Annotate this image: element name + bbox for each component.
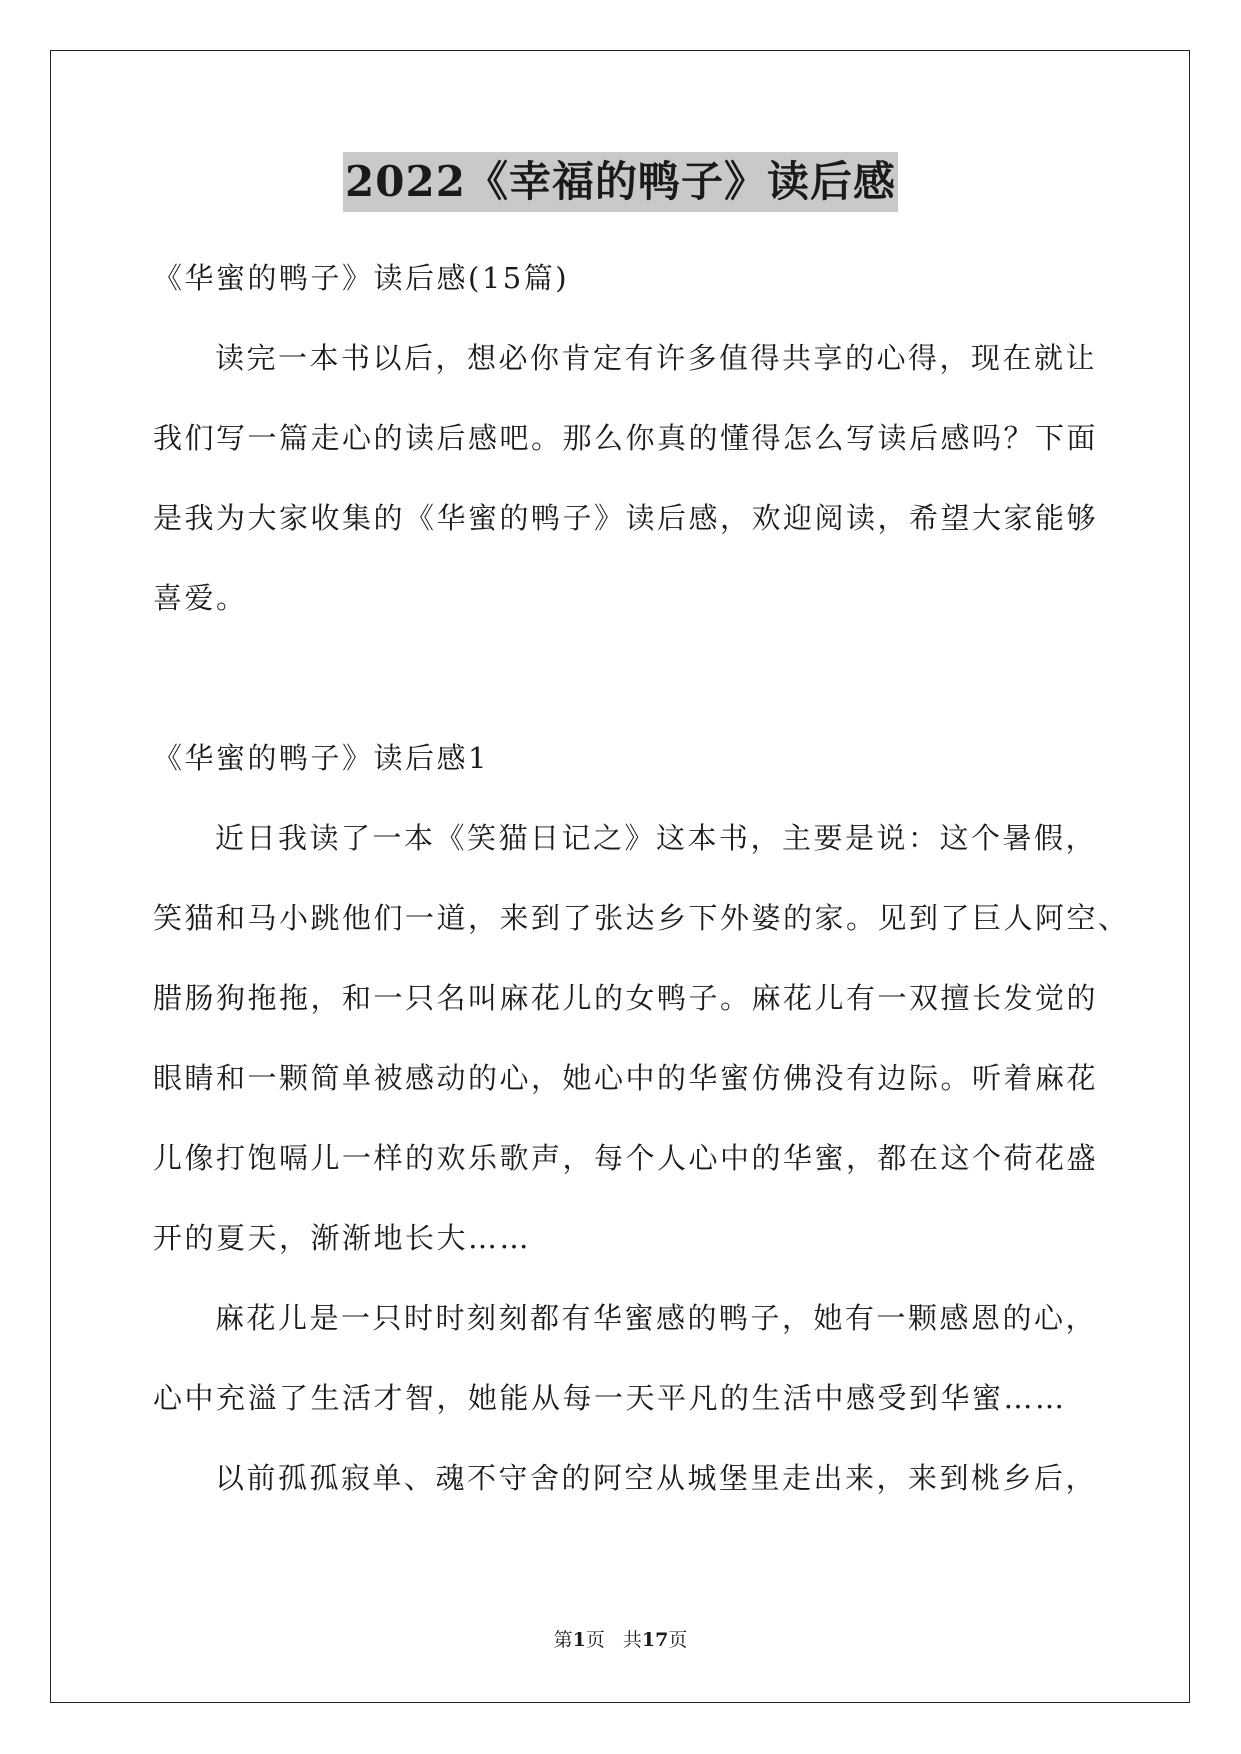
paragraph-line: 麻花儿是一只时时刻刻都有华蜜感的鸭子，她有一颗感恩的心， (215, 1301, 1098, 1335)
paragraph-line: 笑猫和马小跳他们一道，来到了张达乡下外婆的家。见到了巨人阿空、 (153, 901, 1130, 935)
intro-line: 喜爱。 (153, 581, 248, 615)
intro-line: 读完一本书以后，想必你肯定有许多值得共享的心得，现在就让 (215, 341, 1098, 375)
paragraph-line: 腊肠狗拖拖，和一只名叫麻花儿的女鸭子。麻花儿有一双擅长发觉的 (153, 981, 1099, 1015)
paragraph-line: 眼睛和一颗简单被感动的心，她心中的华蜜仿佛没有边际。听着麻花 (153, 1061, 1099, 1095)
document-body (153, 238, 1130, 1518)
document-subtitle: 《华蜜的鸭子》读后感(15篇) (153, 261, 570, 295)
page-prefix: 第 (553, 1629, 573, 1651)
section-spacer (153, 638, 1113, 718)
paragraph-line: 近日我读了一本《笑猫日记之》这本书，主要是说：这个暑假， (215, 821, 1098, 855)
paragraph-line: 心中充溢了生活才智，她能从每一天平凡的生活中感受到华蜜…… (153, 1381, 1067, 1415)
section-heading: 《华蜜的鸭子》读后感1 (153, 741, 489, 775)
total-pages: 17 (641, 1629, 669, 1651)
total-suffix: 页 (668, 1629, 688, 1651)
paragraph-line: 以前孤孤寂单、魂不守舍的阿空从城堡里走出来，来到桃乡后， (215, 1461, 1098, 1495)
total-prefix: 共 (622, 1629, 642, 1651)
paragraph-line: 开的夏天，渐渐地长大…… (153, 1221, 532, 1255)
title-container (0, 152, 1241, 212)
document-title: 2022《幸福的鸭子》读后感 (343, 152, 898, 212)
paragraph-line: 儿像打饱嗝儿一样的欢乐歌声，每个人心中的华蜜，都在这个荷花盛 (153, 1141, 1099, 1175)
page-number: 1 (572, 1629, 586, 1651)
intro-line: 是我为大家收集的《华蜜的鸭子》读后感，欢迎阅读，希望大家能够 (153, 501, 1099, 535)
page-footer (0, 1625, 1241, 1655)
page-suffix: 页 (585, 1629, 605, 1651)
intro-line: 我们写一篇走心的读后感吧。那么你真的懂得怎么写读后感吗？下面 (153, 421, 1099, 455)
